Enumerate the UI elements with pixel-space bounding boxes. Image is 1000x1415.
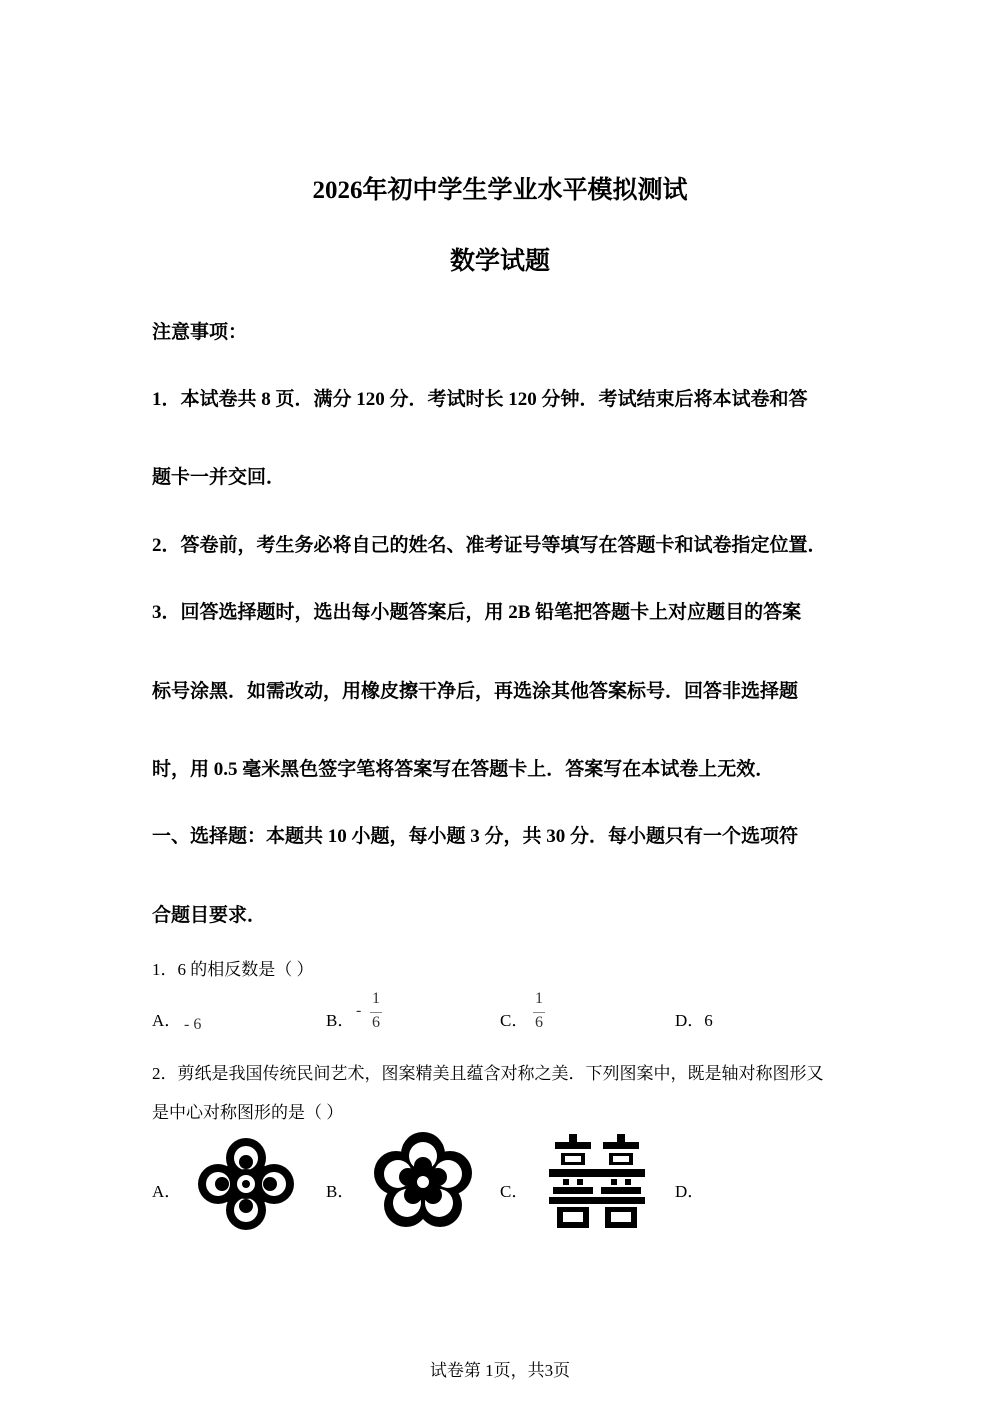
q1-option-c-numerator: 1 xyxy=(535,990,543,1007)
flower-papercut-icon xyxy=(196,1138,296,1230)
question-1-stem: 1．6 的相反数是（ ） xyxy=(152,960,314,979)
q1-option-c-label: C． xyxy=(500,1011,529,1030)
q1-option-b-sign: - xyxy=(356,1002,362,1019)
notice-item-1-line-2: 题卡一并交回． xyxy=(152,467,286,488)
q1-option-b-label: B． xyxy=(326,1011,355,1030)
q2-option-b-label: B． xyxy=(326,1182,355,1201)
q2-option-d-label: D． xyxy=(675,1182,705,1201)
notice-item-3-line-1: 3．回答选择题时，选出每小题答案后，用 2B 铅笔把答题卡上对应题目的答案 xyxy=(152,602,802,623)
question-2-stem-line-2: 是中心对称图形的是（ ） xyxy=(152,1103,344,1122)
q1-option-a-value: - 6 xyxy=(184,1016,202,1033)
question-2-stem-line-1: 2．剪纸是我国传统民间艺术，图案精美且蕴含对称之美．下列图案中，既是轴对称图形又 xyxy=(152,1064,824,1083)
q1-option-c-fraction-bar xyxy=(533,1012,545,1013)
notice-item-3-line-3: 时，用 0.5 毫米黑色签字笔将答案写在答题卡上．答案写在本试卷上无效． xyxy=(152,759,775,780)
q2-option-c-label: C． xyxy=(500,1182,529,1201)
q1-option-b-fraction-bar xyxy=(370,1012,382,1013)
q1-option-b-denominator: 6 xyxy=(372,1014,380,1031)
q1-option-b-numerator: 1 xyxy=(372,990,380,1007)
section-1-heading-line-1: 一、选择题：本题共 10 小题，每小题 3 分，共 30 分．每小题只有一个选项符 xyxy=(152,826,799,847)
section-1-heading-line-2: 合题目要求． xyxy=(152,905,267,926)
q1-option-a-label: A． xyxy=(152,1011,182,1030)
page-title: 2026年初中学生学业水平模拟测试 xyxy=(312,177,688,204)
page-subtitle: 数学试题 xyxy=(449,248,550,275)
plum-blossom-papercut-icon xyxy=(368,1132,478,1230)
notice-item-1-line-1: 1．本试卷共 8 页．满分 120 分．考试时长 120 分钟．考试结束后将本试卷和答 xyxy=(152,389,808,410)
notice-item-2: 2．答卷前，考生务必将自己的姓名、准考证号等填写在答题卡和试卷指定位置． xyxy=(152,535,827,556)
q1-option-c-denominator: 6 xyxy=(535,1014,543,1031)
notice-heading: 注意事项： xyxy=(152,322,248,343)
q2-option-a-label: A． xyxy=(152,1182,182,1201)
q1-option-d: D．6 xyxy=(675,1011,713,1030)
notice-item-3-line-2: 标号涂黑．如需改动，用橡皮擦干净后，再选涂其他答案标号．回答非选择题 xyxy=(152,681,799,702)
page-footer: 试卷第 1页，共3页 xyxy=(429,1361,571,1380)
double-happiness-papercut-icon xyxy=(549,1134,645,1230)
